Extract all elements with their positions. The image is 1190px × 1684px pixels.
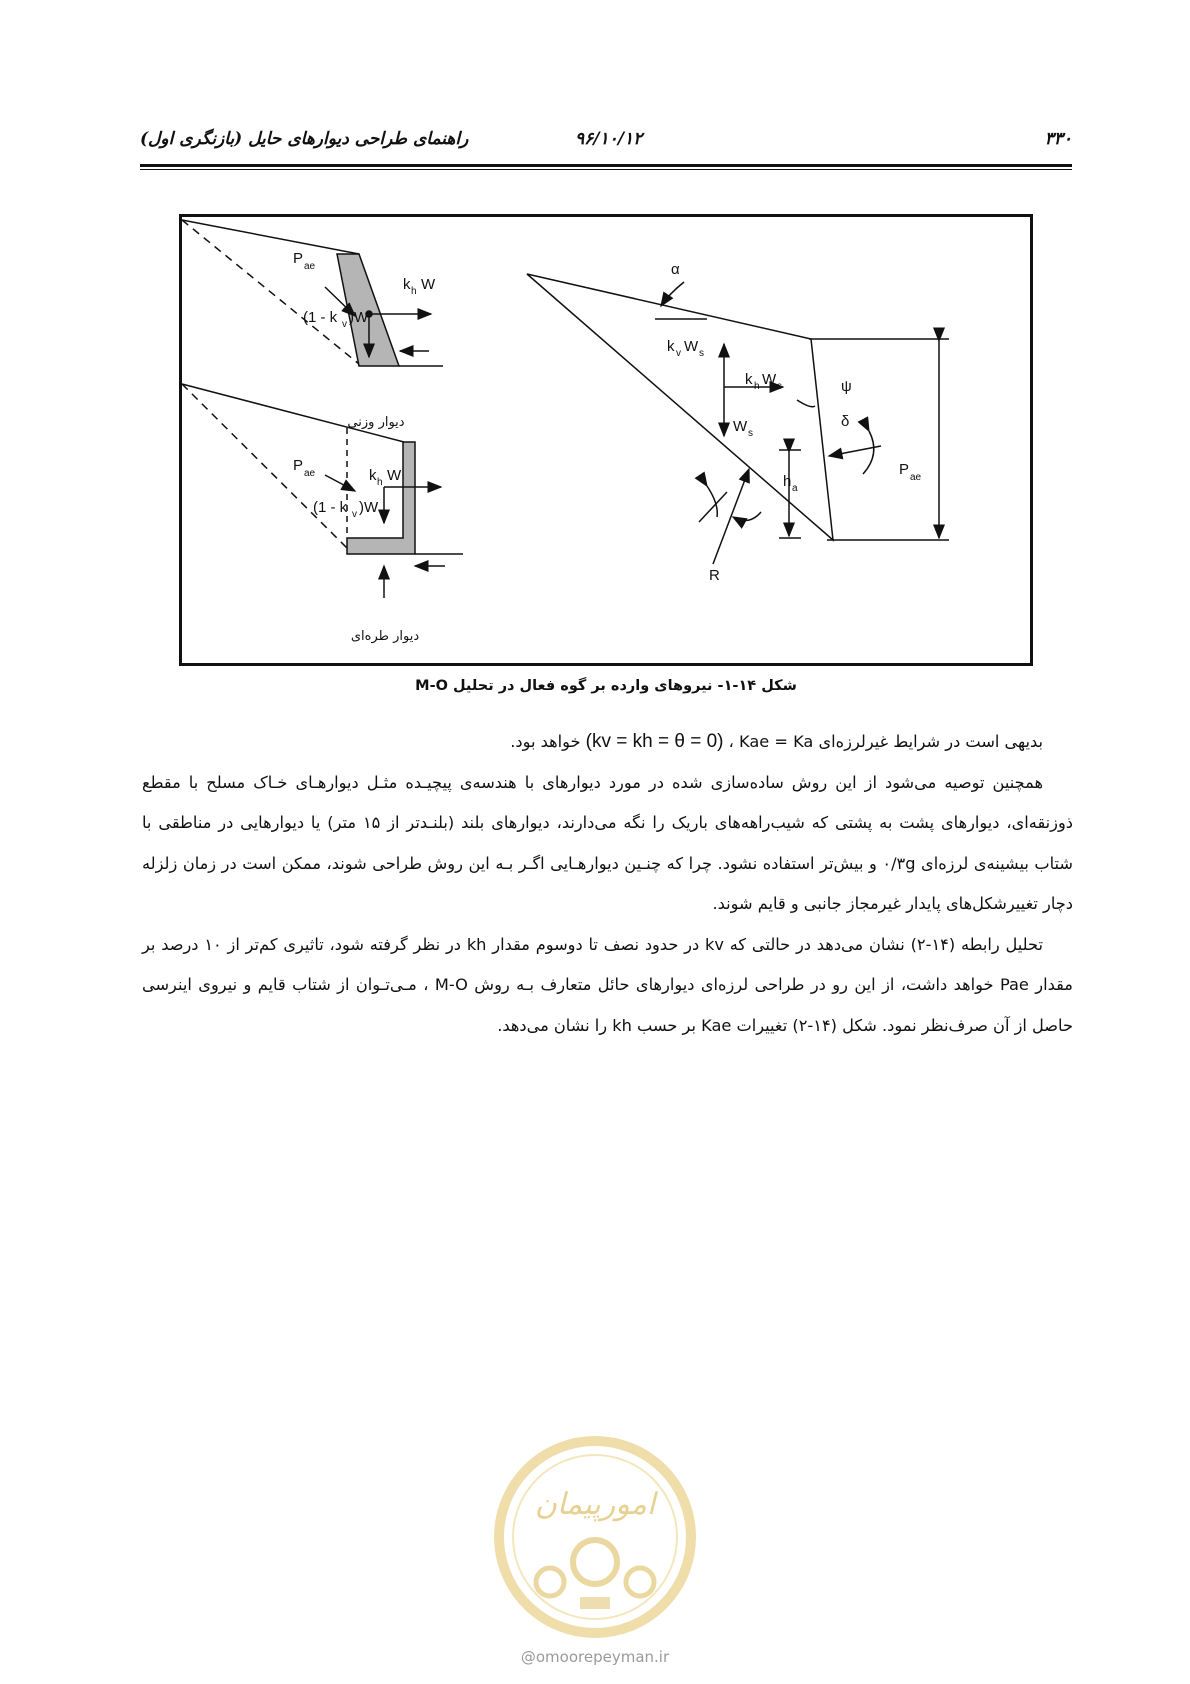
active-wedge xyxy=(527,274,833,540)
backfill-surface xyxy=(182,220,359,254)
header-rule-thin xyxy=(140,169,1072,170)
header-date: ۹۶/۱۰/۱۲ xyxy=(575,129,643,149)
kh-subscript-2: h xyxy=(377,477,383,488)
body-text xyxy=(142,722,1073,1046)
wedge-diagram xyxy=(527,261,949,584)
watermark: @omoorepeyman.ir xyxy=(520,1648,670,1666)
kh-label-2: k xyxy=(369,467,377,484)
alpha-label: α xyxy=(671,261,680,278)
failure-plane-2 xyxy=(182,384,347,548)
one-minus-kv-label-2: (1 - k xyxy=(313,499,348,516)
paragraph-1-part-a: بدیهی است در شرایط غیرلرزه‌ای xyxy=(818,732,1043,751)
pae-subscript-2: ae xyxy=(304,468,316,479)
header-rule xyxy=(140,164,1072,167)
page-header xyxy=(140,125,1072,161)
r-angle-arc-right xyxy=(733,512,761,521)
kh-label: k xyxy=(403,276,411,293)
ws-s: s xyxy=(748,428,753,439)
pae-label-2: P xyxy=(293,457,304,474)
pae-arrow-2 xyxy=(325,475,355,491)
kh-ws-s: s xyxy=(777,381,782,392)
kv-subscript: v xyxy=(342,319,347,330)
one-minus-kv-label: (1 - k xyxy=(303,309,338,326)
page-number: ۳۳۰ xyxy=(1044,129,1072,149)
cantilever-wall-label: دیوار طره‌ای xyxy=(350,629,420,644)
alpha-arc xyxy=(661,282,684,306)
paragraph-1-math: (kv = kh = θ = 0) xyxy=(585,731,724,752)
paragraph-3: تحلیل رابطه (۱۴-۲) نشان می‌دهد در حالتی که kv در حدود نصف تا دوسوم مقدار kh در نظر گرفته شود، تاثیری کم‌تر از ۱۰ درصد بر مقدار Pae خواهد داشت، از این رو در طراحی لرزه‌ای دیوارهای حائل متعارف بـه روش M-O ، مـی‌تـوان از شتاب قایم و نیروی اینرسی حاصل از آن صرف‌نظر نمود. شکل (۱۴-۲) تغییرات Kae بر حسب kh را نشان می‌دهد. xyxy=(142,934,1073,1035)
ha-label: h xyxy=(783,473,792,490)
r-arrow xyxy=(713,469,749,564)
book-title: راهنمای طراحی دیوارهای حایل (بازنگری اول) xyxy=(140,129,469,149)
gravity-wall-label: دیوار وزنی xyxy=(347,415,405,430)
psi-label: ψ xyxy=(841,378,852,395)
kh-ws-k: k xyxy=(745,371,753,388)
kv-ws-w: W xyxy=(684,338,699,355)
kh-ws-h: h xyxy=(754,381,760,392)
paragraph-1-part-b: ، Kae = Ka خواهد بود. xyxy=(510,732,814,751)
delta-label: δ xyxy=(841,413,850,430)
cantilever-wall-diagram xyxy=(182,384,463,598)
delta-arc xyxy=(863,431,874,474)
kh-w-label: W xyxy=(421,276,436,293)
failure-plane xyxy=(182,220,359,364)
pae-subscript: ae xyxy=(304,261,316,272)
logo-emblem xyxy=(490,1432,700,1652)
weight-w-label-2: )W xyxy=(359,499,379,516)
figure-frame xyxy=(181,216,1032,665)
kv-ws-s: s xyxy=(699,348,704,359)
ha-subscript: a xyxy=(792,483,798,494)
kh-subscript: h xyxy=(411,286,417,297)
pae-wedge-subscript: ae xyxy=(910,472,922,483)
logo-text: امورپیمان xyxy=(534,1487,656,1522)
pae-wedge-label: P xyxy=(899,461,910,478)
publisher-logo xyxy=(490,1432,700,1682)
pae-label: P xyxy=(293,250,304,267)
paragraph-2: همچنین توصیه می‌شود از این روش ساده‌سازی شده در مورد دیوارهای با هندسه‌ی پیچیـده مثـل دیوارهـای خـاک مسلح با مقطع ذوزنقه‌ای، دیوارهای پشت به پشتی که شیب‌راهه‌های باریک را نگه می‌دارند، دیوارهای بلند (بلنـدتر از ۱۵ متر) یا دیوارهایی در مناطقی با شتاب بیشینه‌ی لرزه‌ای ۰/۳g و بیش‌تر استفاده نشود. چرا که چنـین دیوارهـایی اگـر بـه این روش طراحی شوند، ممکن است در زمان زلزله دچار تغییرشکل‌های پایدار غیرمجاز جانبی و قایم شوند. xyxy=(142,772,1073,913)
paragraph-1 xyxy=(142,722,1073,763)
backfill-surface-2 xyxy=(182,384,404,442)
figure-caption: شکل ۱۴-۱- نیروهای وارده بر گوه فعال در تحلیل M-O xyxy=(415,678,797,694)
cantilever-wall-section xyxy=(347,442,415,554)
weight-w-label: )W xyxy=(349,309,369,326)
kv-ws-k: k xyxy=(667,338,675,355)
kv-subscript-2: v xyxy=(352,509,357,520)
figure-active-wedge-forces xyxy=(179,214,1033,666)
kh-w-label-2: W xyxy=(387,467,402,484)
kh-ws-w: W xyxy=(762,371,777,388)
kv-ws-v: v xyxy=(676,348,681,359)
psi-arc xyxy=(797,400,815,407)
r-label: R xyxy=(709,567,720,584)
gravity-wall-diagram xyxy=(182,220,443,366)
ws-w: W xyxy=(733,418,748,435)
figure-diagram xyxy=(179,214,1033,666)
